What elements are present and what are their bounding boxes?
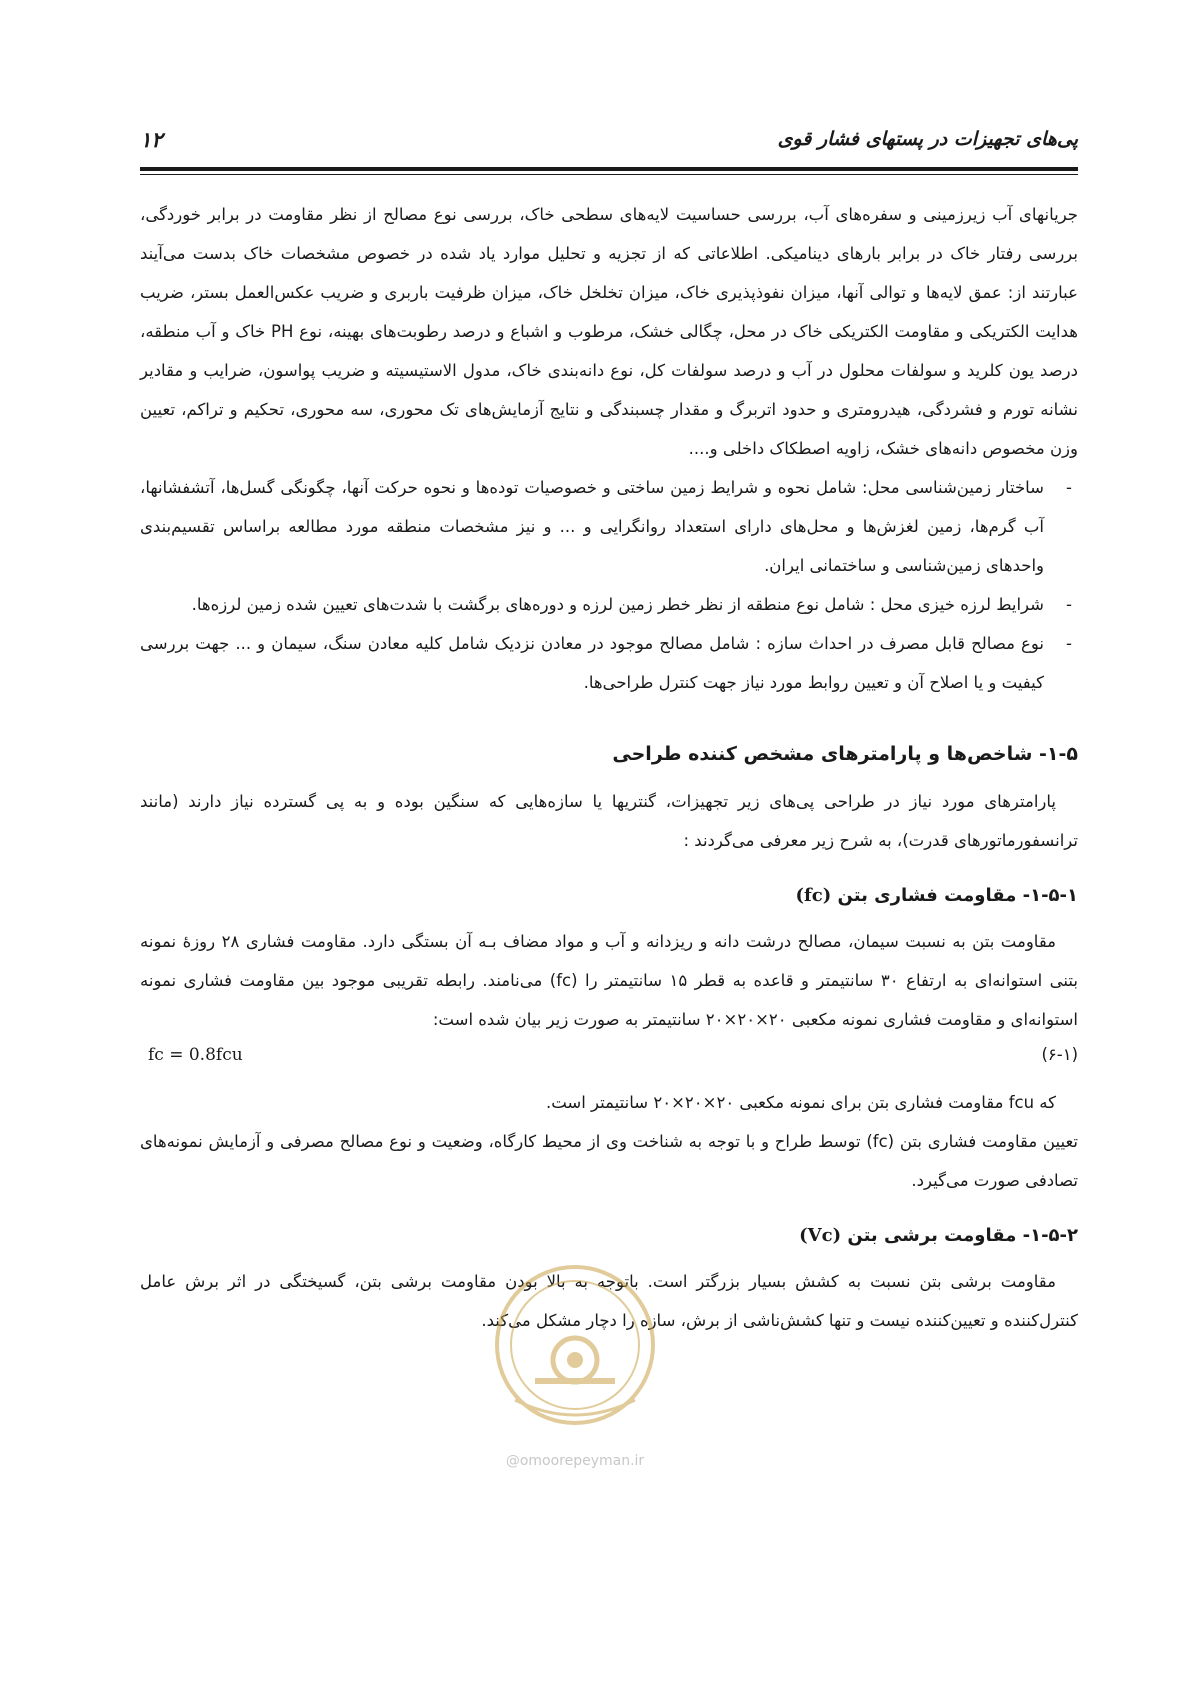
page-number: ۱۲ [140, 128, 163, 152]
intro-paragraph: جریانهای آب زیرزمینی و سفره‌های آب، بررسی حساسیت لایه‌های سطحی خاک، بررسی نوع مصالح از نظر مقاومت در برابر خوردگی، بررسی رفتار خاک در برابر بارهای دینامیکی. اطلاعاتی که از تجزیه و تحلیل موارد یاد شده در خصوص مشخصات خاک بدست می‌آیند عبارتند از: عمق لایه‌ها و توالی آنها، میزان نفوذپذیری خاک، میزان تخلخل خاک، میزان ظرفیت باربری و ضریب عکس‌العمل بستر، ضریب هدایت الکتریکی و مقاومت الکتریکی خاک در محل، چگالی خشک، مرطوب و اشباع و درصد رطوبت‌های بهینه، نوع PH خاک و آب منطقه، درصد یون کلرید و سولفات محلول در آب و درصد سولفات کل، نوع دانه‌بندی خاک، مدول الاستیسیته و ضریب پواسون، ضرایب و مقادیر نشانه تورم و فشردگی، هیدرومتری و حدود اتربرگ و مقدار چسبندگی و نتایج آزمایش‌های تک محوری، سه محوری، تحکیم و تراکم، تعیین وزن مخصوص دانه‌های خشک، زاویه اصطکاک داخلی و.... [140, 205, 1078, 458]
list-item-text: نوع مصالح قابل مصرف در احداث سازه : شامل مصالح موجود در معادن نزدیک شامل کلیه معادن سنگ، سیمان و ... جهت بررسی کیفیت و یا اصلاح آن و تعیین روابط مورد نیاز جهت کنترل طراحی‌ها. [140, 634, 1044, 692]
header-rule-thin [140, 174, 1078, 175]
list-item-text: ساختار زمین‌شناسی محل: شامل نحوه و شرایط زمین ساختی و خصوصیات توده‌ها و نحوه حرکت آنها، چگونگی گسل‌ها، آتشفشانها، آب گرم‌ها، زمین لغزش‌ها و محل‌های دارای استعداد روانگرایی و ... و نیز مشخصات منطقه مورد مطالعه براساس تقسیم‌بندی واحدهای زمین‌شناسی و ساختمانی ایران. [140, 478, 1044, 575]
equation-row [140, 1039, 1078, 1083]
list-item [140, 624, 1078, 702]
page-header [140, 128, 1078, 168]
section-heading-1-5-1 [140, 878, 1078, 914]
watermark-seal-icon [475, 1250, 675, 1480]
heading-text: ۱-۵-۱- مقاومت فشاری بتن [837, 885, 1078, 906]
section-heading-1-5-2 [140, 1218, 1078, 1254]
section-heading-1-5: ۱-۵- شاخص‌ها و پارامترهای مشخص کننده طراحی [612, 743, 1078, 765]
heading-symbol: (Vc) [799, 1225, 842, 1246]
bullet-dash: - [1066, 634, 1072, 653]
equation-explanation: که fcu مقاومت فشاری بتن برای نمونه مکعبی ۲۰×۲۰×۲۰ سانتیمتر است. [545, 1093, 1056, 1112]
header-rule-thick [140, 167, 1078, 171]
bullet-dash: - [1066, 595, 1072, 614]
page-body [140, 195, 1078, 1340]
section-1-5-paragraph: پارامترهای مورد نیاز در طراحی پی‌های زیر تجهیزات، گنتریها یا سازه‌هایی که سنگین بوده و به پی گسترده نیاز دارند (مانند ترانسفورماتورهای قدرت)، به شرح زیر معرفی می‌گردند : [140, 792, 1078, 850]
bullet-dash: - [1066, 478, 1072, 497]
equation: fc = 0.8fcu [148, 1045, 243, 1065]
equation-number: (۶-۱) [1041, 1045, 1078, 1064]
list-item-text: شرایط لرزه خیزی محل : شامل نوع منطقه از نظر خطر زمین لرزه و دوره‌های برگشت با شدت‌های تعیین شده زمین لرزه‌ها. [191, 595, 1044, 614]
heading-text: ۱-۵-۲- مقاومت برشی بتن [847, 1225, 1078, 1246]
list-item [140, 468, 1078, 585]
shear-strength-paragraph: مقاومت برشی بتن نسبت به کشش بسیار بزرگتر است. باتوجه به بالا بودن مقاومت برشی بتن، گسیختگی در اثر برش عامل کنترل‌کننده و تعیین‌کننده نیست و تنها کشش‌ناشی از برش، سازه را دچار مشکل می‌کند. [140, 1272, 1078, 1330]
list-item [140, 585, 1078, 624]
watermark-text: @omoorepeyman.ir [505, 1453, 645, 1469]
watermark-logo [475, 1250, 675, 1480]
compressive-strength-paragraph: مقاومت بتن به نسبت سیمان، مصالح درشت دانه و ریزدانه و آب و مواد مضاف بـه آن بستگی دارد. مقاومت فشاری ۲۸ روزهٔ نمونه بتنی استوانه‌ای به ارتفاع ۳۰ سانتیمتر و قاعده به قطر ۱۵ سانتیمتر را (fc) می‌نامند. رابطه تقریبی موجود بین مقاومت فشاری نمونه استوانه‌ای و مقاومت فشاری نمونه مکعبی ۲۰×۲۰×۲۰ سانتیمتر به صورت زیر بیان شده است: [140, 932, 1078, 1029]
compressive-strength-paragraph-2: تعیین مقاومت فشاری بتن (fc) توسط طراح و با توجه به شناخت وی از محیط کارگاه، وضعیت و نوع مصالح مصرفی و آزمایش نمونه‌های تصادفی صورت می‌گیرد. [140, 1132, 1079, 1190]
heading-symbol: (fc) [795, 885, 832, 906]
requirements-list [140, 468, 1078, 702]
running-title: پی‌های تجهیزات در پستهای فشار قوی [777, 128, 1078, 150]
